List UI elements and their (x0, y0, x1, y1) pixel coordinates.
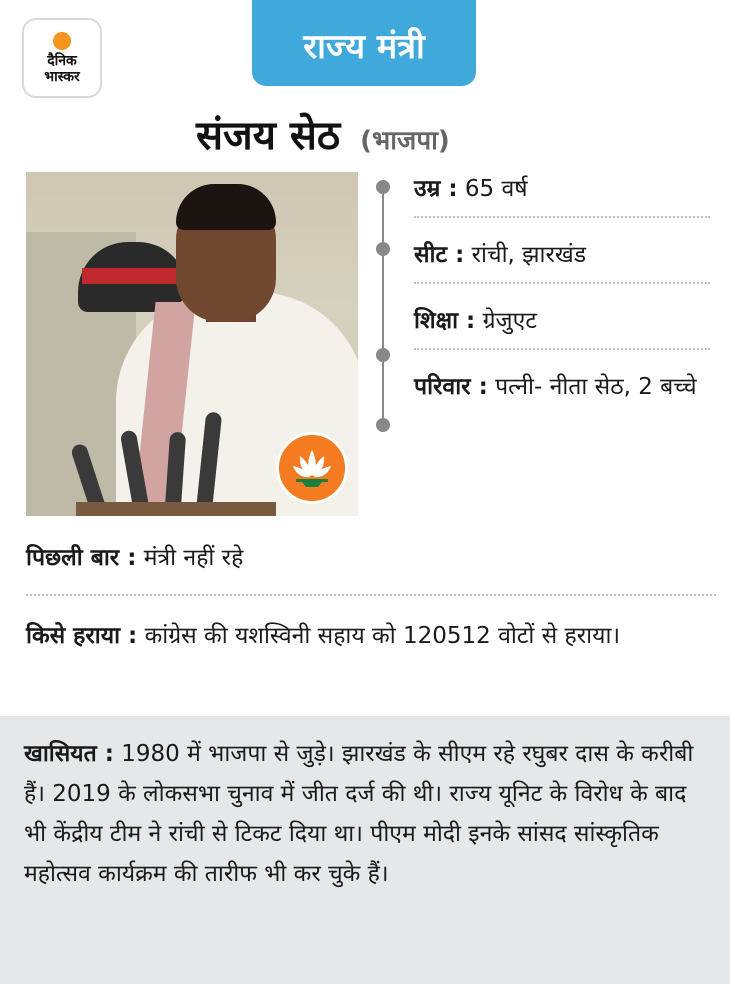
fact-age: उम्र : 65 वर्ष (414, 170, 710, 218)
fact-seat: सीट : रांची, झारखंड (414, 236, 710, 284)
timeline-dot (376, 242, 390, 256)
name-row (196, 106, 450, 162)
timeline-dot (376, 348, 390, 362)
logo-line2: भास्कर (44, 68, 80, 85)
timeline-dot (376, 418, 390, 432)
dainik-bhaskar-logo (22, 18, 102, 98)
timeline-line (382, 186, 384, 426)
fact-education: शिक्षा : ग्रेजुएट (414, 302, 710, 350)
timeline-dot (376, 180, 390, 194)
previous-term: पिछली बार : मंत्री नहीं रहे (26, 545, 244, 571)
facts-list (414, 170, 710, 432)
party-name: (भाजपा) (360, 126, 450, 156)
fact-family: परिवार : पत्नी- नीता सेठ, 2 बच्चे (414, 374, 697, 400)
person-name: संजय सेठ (196, 113, 341, 159)
divider (26, 594, 716, 596)
specialty-section: खासियत : 1980 में भाजपा से जुड़े। झारखंड के सीएम रहे रघुबर दास के करीबी हैं। 2019 के लोकसभा चुनाव में जीत दर्ज की थी। राज्य यूनिट के विरोध के बाद भी केंद्रीय टीम ने रांची से टिकट दिया था। पीएम मोदी इनके सांसद सांस्कृतिक महोत्सव कार्यक्रम की तारीफ भी कर चुके हैं। (0, 716, 730, 984)
lotus-icon (276, 432, 348, 504)
sun-icon (53, 32, 71, 50)
logo-line1: दैनिक (47, 52, 77, 69)
defeated-opponent: किसे हराया : कांग्रेस की यशस्विनी सहाय को 120512 वोटों से हराया। (26, 623, 621, 649)
category-banner: राज्य मंत्री (252, 0, 476, 86)
